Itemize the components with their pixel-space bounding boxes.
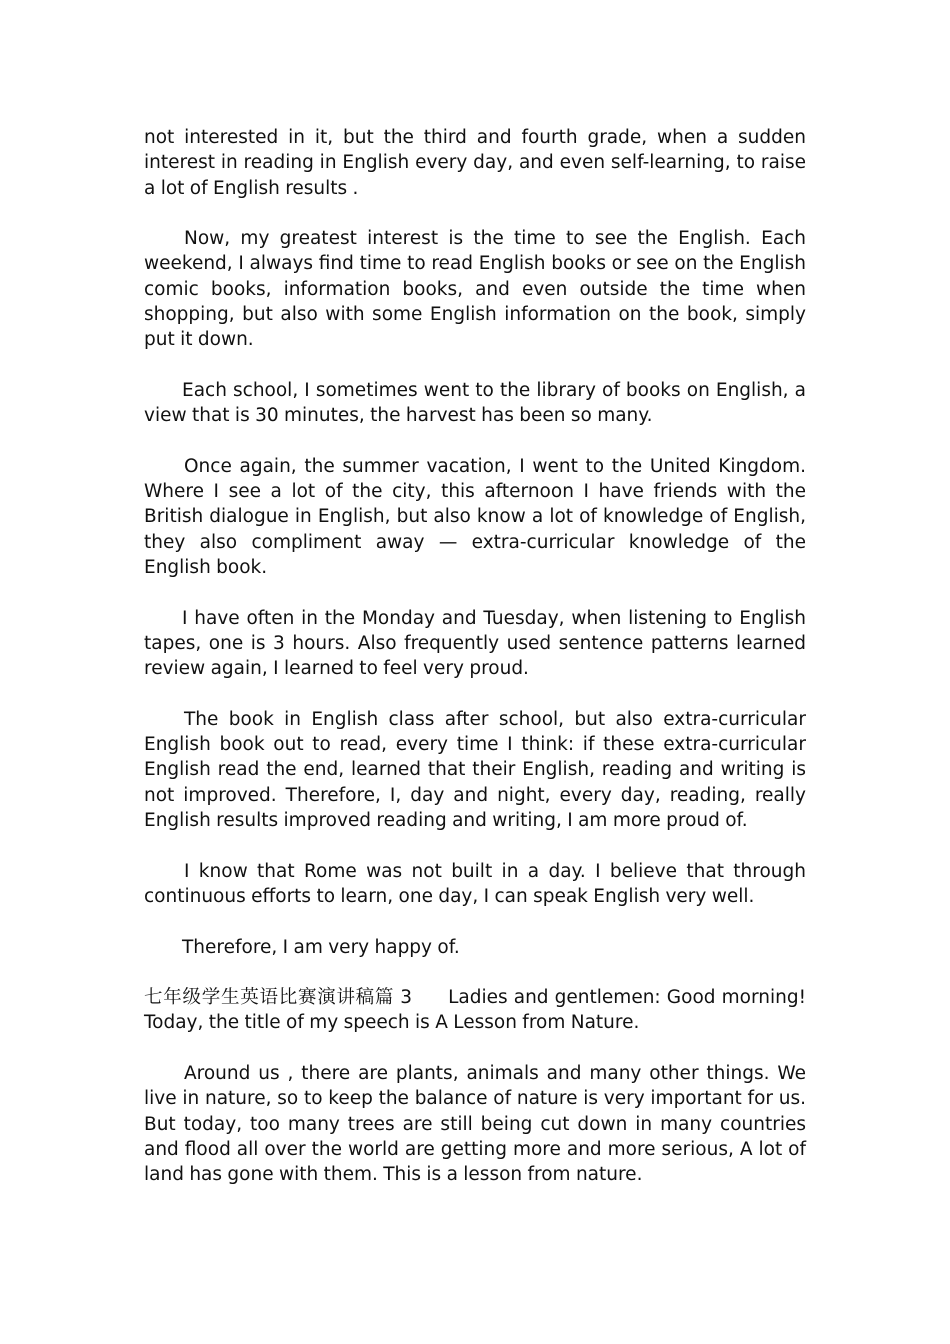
paragraph-around-us: Around us , there are plants, animals and many other things. We live in nature, so to keep the balance of nature is very important for us. But today, too many trees are still being cut down in many countries and flood all over the world are getting more and more serious, A lot of land has gone with them. This is a lesson from nature.: [144, 1062, 806, 1186]
paragraph-extra-curricular: The book in English class after school, but also extra-curricular English book out to read, every time I think: if these extra-curricular English read the end, learned that their English, reading and writing is not improved. Therefore, I, day and night, every day, reading, really English results improved reading and writing, I am more proud of.: [144, 708, 806, 832]
paragraph-greatest-interest: Now, my greatest interest is the time to see the English. Each weekend, I always find time to read English books or see on the English comic books, information books, and even outside the time when shopping, but also with some English information on the book, simply put it down.: [144, 228, 806, 351]
section-heading-paragraph: [144, 985, 806, 1036]
section-heading: 七年级学生英语比赛演讲稿篇 3: [144, 987, 413, 1009]
paragraph-library: Each school, I sometimes went to the library of books on English, a view that is 30 minutes, the harvest has been so many.: [144, 379, 806, 427]
paragraph-rome: I know that Rome was not built in a day. I believe that through continuous efforts to learn, one day, I can speak English very well.: [144, 860, 806, 907]
document-body: [144, 125, 806, 1213]
paragraph-continuation: not interested in it, but the third and fourth grade, when a sudden interest in reading in English every day, and even self-learning, to raise a lot of English results .: [144, 127, 806, 199]
paragraph-listening-tapes: I have often in the Monday and Tuesday, when listening to English tapes, one is 3 hours. Also frequently used sentence patterns learned review again, I learned to feel very proud.: [144, 607, 806, 680]
paragraph-conclusion: Therefore, I am very happy of.: [182, 936, 460, 958]
section-opening: Ladies and gentlemen: Good morning! Today, the title of my speech is A Lesson from Nature.: [144, 987, 807, 1034]
paragraph-summer-vacation: Once again, the summer vacation, I went to the United Kingdom. Where I see a lot of the city, this afternoon I have friends with the British dialogue in English, but also know a lot of knowledge of English, they also compliment away — extra-curricular knowledge of the English book.: [144, 455, 806, 579]
